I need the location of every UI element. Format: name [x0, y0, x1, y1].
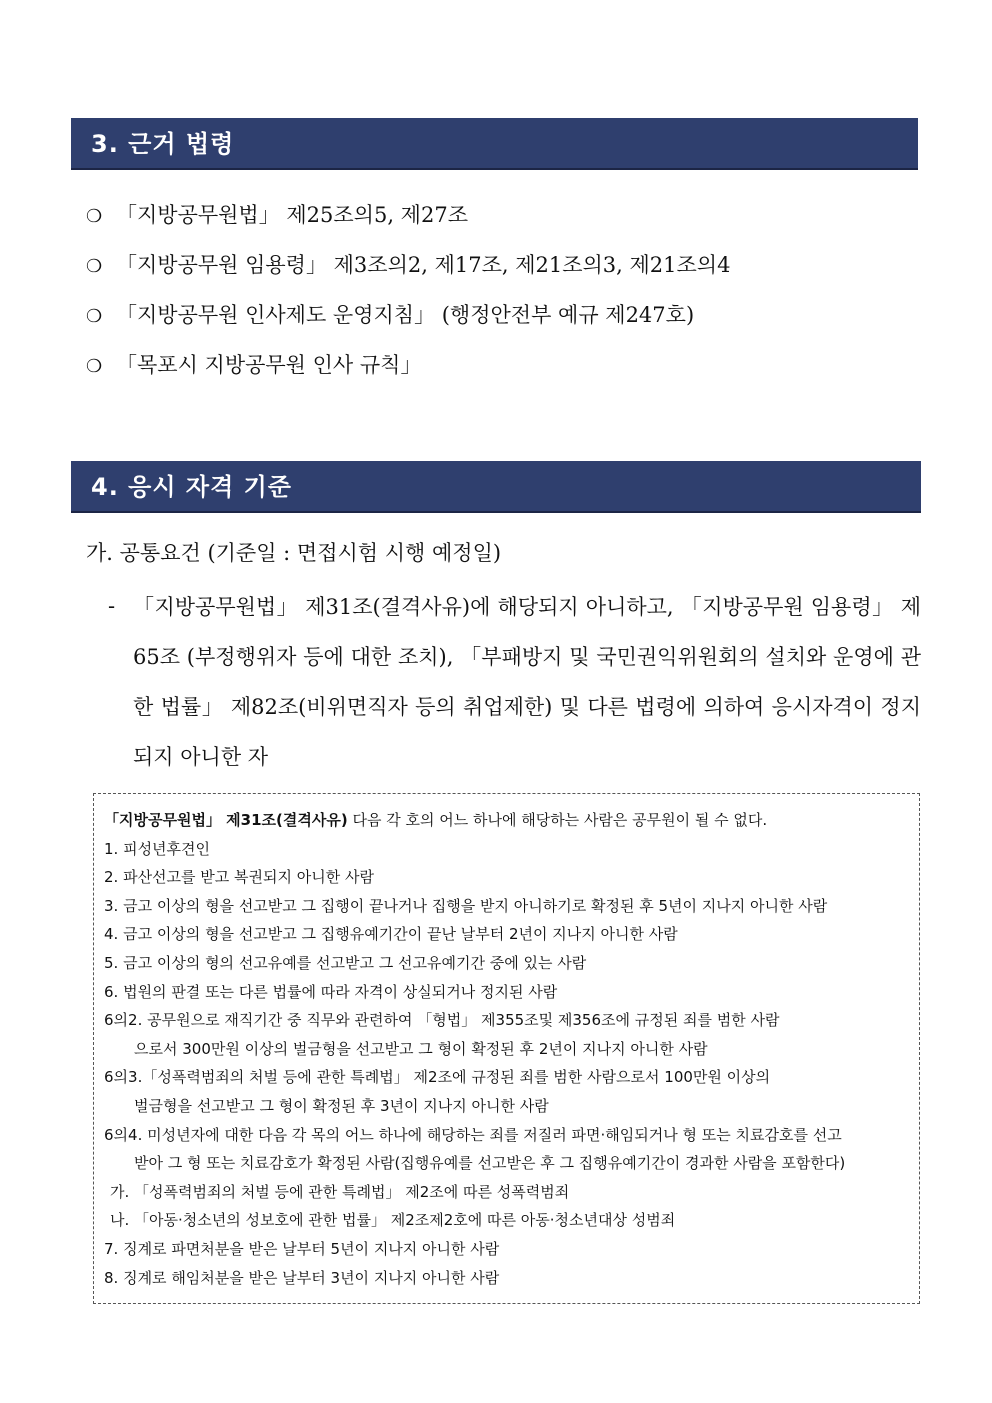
list-item-text: 「지방공무원 인사제도 운영지침」 (행정안전부 예규 제247호) [116, 303, 695, 327]
circle-bullet-icon: ❍ [86, 306, 103, 327]
law-clause: 6. 법원의 판결 또는 다른 법률에 따라 자격이 상실되거나 정지된 사람 [104, 982, 558, 1001]
dash-bullet: - [108, 594, 116, 618]
law-clause: 6의2. 공무원으로 재직기간 중 직무와 관련하여 「형법」 제355조및 제356조에 규정된 죄를 범한 사람 [104, 1011, 780, 1030]
list-item-text: 「지방공무원법」 제25조의5, 제27조 [116, 203, 468, 227]
circle-bullet-icon: ❍ [86, 206, 103, 227]
list-item [86, 294, 730, 344]
law-clause: 2. 파산선고를 받고 복권되지 아니한 사람 [104, 868, 374, 887]
circle-bullet-icon: ❍ [86, 256, 103, 277]
legal-basis-list [86, 194, 730, 394]
common-requirements-heading: 가. 공통요건 (기준일 : 면접시험 시행 예정일) [86, 541, 502, 565]
section-3-title: 3. 근거 법령 [91, 130, 235, 158]
law-excerpt-header [104, 806, 919, 835]
law-clause: 8. 징계로 해임처분을 받은 날부터 3년이 지나지 아니한 사람 [104, 1268, 500, 1287]
law-article-title: 「지방공무원법」 제31조(결격사유) [104, 811, 348, 829]
law-article-intro: 다음 각 호의 어느 하나에 해당하는 사람은 공무원이 될 수 없다. [347, 811, 768, 829]
law-subclause: 나. 「아동·청소년의 성보호에 관한 법률」 제2조제2호에 따른 아동·청소년대상 성범죄 [110, 1211, 676, 1230]
law-clause-continuation: 받아 그 형 또는 치료감호가 확정된 사람(집행유예를 선고받은 후 그 집행유예기간이 경과한 사람을 포함한다) [134, 1154, 846, 1173]
eligibility-paragraph: 「지방공무원법」 제31조(결격사유)에 해당되지 아니하고, 「지방공무원 임용령」 제65조 (부정행위자 등에 대한 조치), 「부패방지 및 국민권익위원회의 설치와 운영에 관한 법률」 제82조(비위면직자 등의 취업제한) 및 다른 법령에 의하여 응시자격이 정지되지 아니한 자 [133, 595, 921, 769]
law-subclause: 가. 「성폭력범죄의 처벌 등에 관한 특례법」 제2조에 따른 성폭력범죄 [110, 1182, 570, 1201]
list-item [86, 194, 730, 244]
law-clause: 1. 피성년후견인 [104, 839, 211, 858]
law-clause: 7. 징계로 파면처분을 받은 날부터 5년이 지나지 아니한 사람 [104, 1239, 500, 1258]
section-3-header [71, 118, 918, 170]
law-clause-continuation: 벌금형을 선고받고 그 형이 확정된 후 3년이 지나지 아니한 사람 [134, 1096, 549, 1115]
section-4-title: 4. 응시 자격 기준 [91, 473, 292, 501]
list-item-text: 「목포시 지방공무원 인사 규칙」 [116, 353, 422, 377]
law-excerpt-box [93, 793, 920, 1304]
law-clause-continuation: 으로서 300만원 이상의 벌금형을 선고받고 그 형이 확정된 후 2년이 지나지 아니한 사람 [134, 1039, 708, 1058]
list-item [86, 244, 730, 294]
section-4-header [71, 461, 921, 513]
law-clause: 3. 금고 이상의 형을 선고받고 그 집행이 끝나거나 집행을 받지 아니하기로 확정된 후 5년이 지나지 아니한 사람 [104, 896, 828, 915]
law-clause: 6의4. 미성년자에 대한 다음 각 목의 어느 하나에 해당하는 죄를 저질러 파면·해임되거나 형 또는 치료감호를 선고 [104, 1125, 842, 1144]
list-item-text: 「지방공무원 임용령」 제3조의2, 제17조, 제21조의3, 제21조의4 [116, 253, 731, 277]
law-clause: 5. 금고 이상의 형의 선고유예를 선고받고 그 선고유예기간 중에 있는 사람 [104, 953, 587, 972]
circle-bullet-icon: ❍ [86, 356, 103, 377]
list-item [86, 344, 730, 394]
law-clause: 6의3.「성폭력범죄의 처벌 등에 관한 특례법」 제2조에 규정된 죄를 범한 사람으로서 100만원 이상의 [104, 1068, 771, 1087]
law-clause: 4. 금고 이상의 형을 선고받고 그 집행유예기간이 끝난 날부터 2년이 지나지 아니한 사람 [104, 925, 678, 944]
